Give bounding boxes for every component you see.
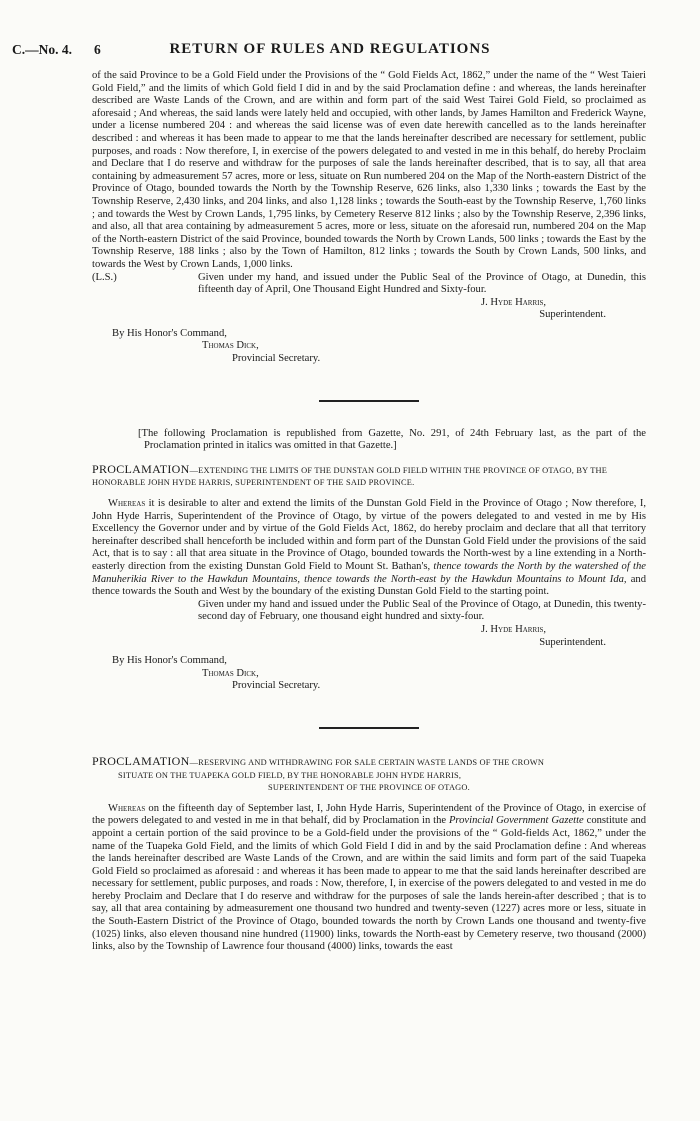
- proclamation-body: [92, 498, 646, 599]
- italic-restored-text: thence towards the North by the watershed of the Manuherikia River to the Hawkdun Mountains, thence towards the North-east by the Hawkdun Mountains to Mount Ida,: [92, 561, 646, 585]
- running-title: RETURN OF RULES AND REGULATIONS: [169, 41, 491, 57]
- whereas-word: Whereas: [108, 498, 146, 510]
- proclamation-heading: [92, 463, 646, 490]
- proclamation-body: of the said Province to be a Gold Field under the Provisions of the “ Gold Fields Act, 1862,” under the name of the “ West Taieri Gold Field,” and the limits of which Gold field I did in and by the said Proclamation define : and whereas, the lands hereinafter described are Waste Lands of the Crown, and are within and form part of the said West Tairei Gold Field, so proclaimed as aforesaid ; And whereas, the said lands were lately held and occupied, with other lands, by James Hamilton and Frederick Wayne, under a license numbered 204 : and whereas the said license was of even date herewith cancelled as to the lands hereinafter described : and whereas it has been made to appear to me that the lands hereinafter described are necessary for settlement, public purposes, and roads : Now therefore, I, in exercise of the powers delegated to and vested in me in this behalf, do hereby Proclaim and Declare that I do reserve and withdraw for the purposes of sale the lands hereinafter described, that is to say, all that area containing by admeasurement 57 acres, more or less, situate on Run numbered 204 on the Map of the North-eastern District of the Province of Otago, bounded towards the North by the Township Reserve, 626 links, also 1,330 links ; towards the East by the Township Reserve, 2,430 links, and 204 links, and also 1,128 links ; towards the South-east by the Township Reserve, 1,760 links ; and towards the West by Crown Lands, 1,795 links, by Cemetery Reserve 812 links ; also by the Township Reserve, 2,396 links, and also, all that area containing by admeasurement 5 acres, more or less, situate on the aforesaid run, numbered 204 on the Map of the North-eastern District of the said Province, bounded towards the North by Crown Lands, 500 links ; towards the East by the Township Reserve, 188 links ; also by the Town of Hamilton, 812 links ; towards the South by Crown Lands, 500 links, and towards the West by Crown Lands, 1,000 links.: [92, 70, 646, 270]
- tuapeka-proclamation: [92, 755, 646, 954]
- section-divider: [319, 400, 419, 402]
- command-block: [112, 328, 646, 366]
- signature-block: [92, 297, 646, 322]
- west-taieri-proclamation-continued: [92, 70, 646, 366]
- document-reference: C.—No. 4.: [12, 42, 72, 57]
- republication-note: [The following Proclamation is republished from Gazette, No. 291, of 24th February last, as the part of the Proclamation printed in italics was omitted in that Gazette.]: [138, 427, 646, 452]
- secretary-name: Thomas Dick,: [202, 667, 259, 679]
- signatory-name: J. Hyde Harris,: [480, 296, 546, 308]
- proclamation-body: [92, 803, 646, 954]
- given-text: Given under my hand and issued under the Public Seal of the Province of Otago, at Dunedin, this twenty-second day of February, one thousand eight hundred and sixty-four.: [198, 598, 646, 623]
- signatory-title: Superintendent.: [539, 309, 606, 321]
- proclamation-lead: PROCLAMATION: [92, 461, 190, 476]
- proclamation-subtitle-line-3: SUPERINTENDENT OF THE PROVINCE OF OTAGO.: [268, 783, 470, 793]
- given-under-hand: [92, 599, 646, 624]
- secretary-name: Thomas Dick,: [202, 340, 259, 352]
- whereas-word: Whereas: [108, 802, 146, 814]
- proclamation-heading: [92, 755, 646, 795]
- given-text: Given under my hand, and issued under the Public Seal of the Province of Otago, at Dunedin, this fifteenth day of April, One Thousand Eight Hundred and Sixty-four.: [198, 271, 646, 296]
- page-header: [12, 42, 648, 64]
- secretary-title: Provincial Secretary.: [232, 680, 321, 692]
- dunstan-proclamation: [92, 463, 646, 693]
- signature-block: [92, 624, 646, 649]
- seal-mark: (L.S.): [92, 271, 117, 283]
- body-part-b: constitute and appoint a certain portion of the said province to be a Gold-field under the provisions of the “ Gold-fields Act, 1862,” under the name of the Tuapeka Gold Field, and the limits of which Gold Field I did in and by the said Proclamation define : And whereas the lands hereinafter described are Waste Lands of the Crown, and are within the said limits and form part of the said Tuapeka Gold Field so proclaimed as aforesaid : and whereas it has been made to appear to me that the said lands hereinafter described are necessary for settlement, public purposes, and roads : Now, therefore, I, in exercise of the powers delegated to and vested in me do hereby Proclaim and Declare that I do reserve and withdraw for the purposes of sale the lands herein-after described ; that is to say, all that area containing by admeasurement one thousand two hundred and twenty-seven (1227) acres more or less, situate in the South-Eastern District of the Province of Otago, bounded towards the north by Crown Lands one thousand and twenty-five (1025) links, also eleven thousand nine hundred (11900) links, towards the North-east by Cemetery reserve, two thousand (2000) links, also by the Township of Lawrence four thousand (4000) links, towards the east: [92, 815, 646, 953]
- command-line: By His Honor's Command,: [112, 655, 227, 667]
- signatory-title: Superintendent.: [539, 636, 606, 648]
- secretary-title: Provincial Secretary.: [232, 353, 321, 365]
- given-under-hand: [92, 272, 646, 297]
- proclamation-lead: PROCLAMATION: [92, 753, 190, 768]
- body-part-a: it is desirable to alter and extend the limits of the Dunstan Gold Field in the Province of Otago ; Now therefore, I, John Hyde Harris, Superintendent of the Province of Otago, by virtue of the powers delegated to and vested in me by His Excellency the Governor under and by virtue of the Gold Fields Act, 1862, do hereby proclaim and declare that all that territory hereinafter described shall henceforth be included within and form part of the Dunstan Gold Field under the provisions of the said Act, that is to say : all that area situate in the Province of Otago, bounded towards the North-west by a line extending in a North-easterly direction from the existing Dunstan Gold Field to Mount St. Bathan's,: [92, 498, 646, 572]
- command-block: [112, 655, 646, 693]
- body-part-b: and thence towards the South and West by the boundary of the existing Dunstan Gold Field to the starting point.: [92, 573, 646, 598]
- signatory-name: J. Hyde Harris,: [480, 623, 546, 635]
- page-content: [92, 70, 646, 954]
- proclamation-subtitle-line-1: —RESERVING AND WITHDRAWING FOR SALE CERTAIN WASTE LANDS OF THE CROWN: [189, 757, 545, 767]
- page-number: 6: [94, 42, 101, 57]
- body-part-a: on the fifteenth day of September last, I, John Hyde Harris, Superintendent of the Province of Otago, in exercise of the powers delegated to and vested in me in that behalf, did by Proclamation in the: [92, 802, 646, 827]
- proclamation-subtitle-line-2: SITUATE ON THE TUAPEKA GOLD FIELD, BY THE HONORABLE JOHN HYDE HARRIS,: [118, 770, 462, 780]
- section-divider: [319, 727, 419, 729]
- command-line: By His Honor's Command,: [112, 327, 227, 339]
- gazette-title: Provincial Government Gazette: [448, 815, 584, 827]
- proclamation-subtitle: —EXTENDING THE LIMITS OF THE DUNSTAN GOLD FIELD WITHIN THE PROVINCE OF OTAGO, BY THE HONORABLE JOHN HYDE HARRIS, SUPERINTENDENT OF THE SAID PROVINCE.: [92, 465, 608, 488]
